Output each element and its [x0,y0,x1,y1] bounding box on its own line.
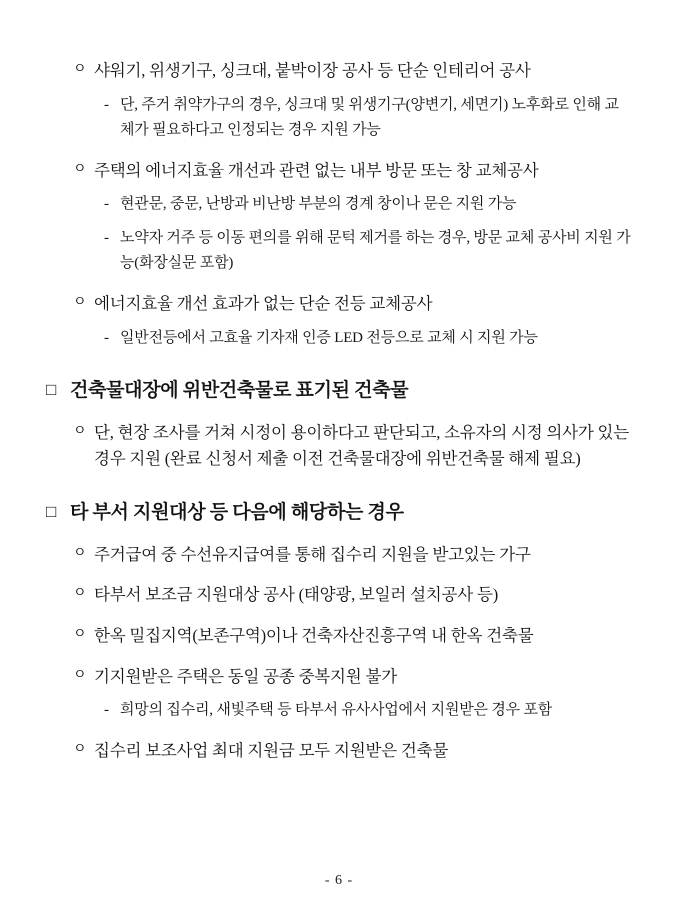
bullet-dash-icon: - [104,196,109,213]
sub-list [68,192,632,277]
list-item-text: 기지원받은 주택은 동일 공종 중복지원 불가 [94,666,397,686]
sub-list [68,326,632,352]
list-item [90,192,632,218]
bullet-dash-icon: - [104,329,109,346]
list-item-text: 노약자 거주 등 이동 편의를 위해 문턱 제거를 하는 경우, 방문 교체 공사비 지원 가능(화장실문 포함) [120,229,631,272]
list-item-text: 단, 주거 취약가구의 경우, 싱크대 및 위생기구(양변기, 세면기) 노후화로 인해 교체가 필요하다고 인정되는 경우 지원 가능 [120,96,619,139]
list-item [68,420,632,473]
list-item-text: 에너지효율 개선 효과가 없는 단순 전등 교체공사 [94,293,433,313]
bullet-circle-icon: ㅇ [73,627,87,643]
section-heading-text: 건축물대장에 위반건축물로 표기된 건축물 [70,380,409,402]
list-item-text: 샤워기, 위생기구, 싱크대, 붙박이장 공사 등 단순 인테리어 공사 [94,61,531,80]
list-item [90,326,632,352]
bullet-circle-icon: ㅇ [73,423,87,439]
bullet-circle-icon: ㅇ [73,667,87,683]
sub-list [68,93,632,144]
bullet-circle-icon: ㅇ [73,545,87,561]
list-item [68,582,632,609]
list-item-text: 희망의 집수리, 새빛주택 등 타부서 유사사업에서 지원받은 경우 포함 [120,702,553,719]
list-item [68,664,632,691]
section-heading-text: 타 부서 지원대상 등 다음에 해당하는 경우 [70,502,404,524]
list-item [68,542,632,569]
bullet-dash-icon: - [104,702,109,719]
list-item [68,623,632,650]
list-item [68,738,632,765]
list-item [90,226,632,277]
sub-list [68,698,632,724]
list-item-text: 한옥 밀집지역(보존구역)이나 건축자산진흥구역 내 한옥 건축물 [94,626,534,646]
bullet-circle-icon: ㅇ [73,62,87,77]
section-body-other-department [46,542,632,765]
list-item-text: 일반전등에서 고효율 기자재 인증 LED 전등으로 교체 시 지원 가능 [120,329,538,346]
bullet-circle-icon: ㅇ [73,294,87,310]
section-heading-other-department [46,499,632,528]
list-item-text: 단, 현장 조사를 거쳐 시정이 용이하다고 판단되고, 소유자의 시정 의사가 있는 경우 지원 (완료 신청서 제출 이전 건축물대장에 위반건축물 해제 필요) [94,422,630,469]
bullet-dash-icon: - [104,229,109,246]
list-item [90,93,632,144]
list-item-text: 주거급여 중 수선유지급여를 통해 집수리 지원을 받고있는 가구 [94,544,531,564]
bullet-circle-icon: ㅇ [73,586,87,602]
list-item [68,291,632,318]
section-heading-illegal-building [46,377,632,406]
section-exclusions-interior [46,58,632,351]
list-item [90,698,632,724]
bullet-dash-icon: - [104,96,109,113]
square-bullet-icon: □ [46,380,56,400]
list-item [68,58,632,85]
list-item-text: 현관문, 중문, 난방과 비난방 부분의 경계 창이나 문은 지원 가능 [120,196,517,213]
bullet-circle-icon: ㅇ [73,161,87,177]
list-item-text: 집수리 보조사업 최대 지원금 모두 지원받은 건축물 [94,740,449,760]
square-bullet-icon: □ [46,502,56,522]
list-item-text: 타부서 보조금 지원대상 공사 (태양광, 보일러 설치공사 등) [94,585,498,605]
bullet-circle-icon: ㅇ [73,741,87,757]
section-body-illegal-building [46,420,632,473]
list-item [68,158,632,185]
list-item-text: 주택의 에너지효율 개선과 관련 없는 내부 방문 또는 창 교체공사 [94,160,539,180]
page-footer: - 6 - [324,873,354,888]
